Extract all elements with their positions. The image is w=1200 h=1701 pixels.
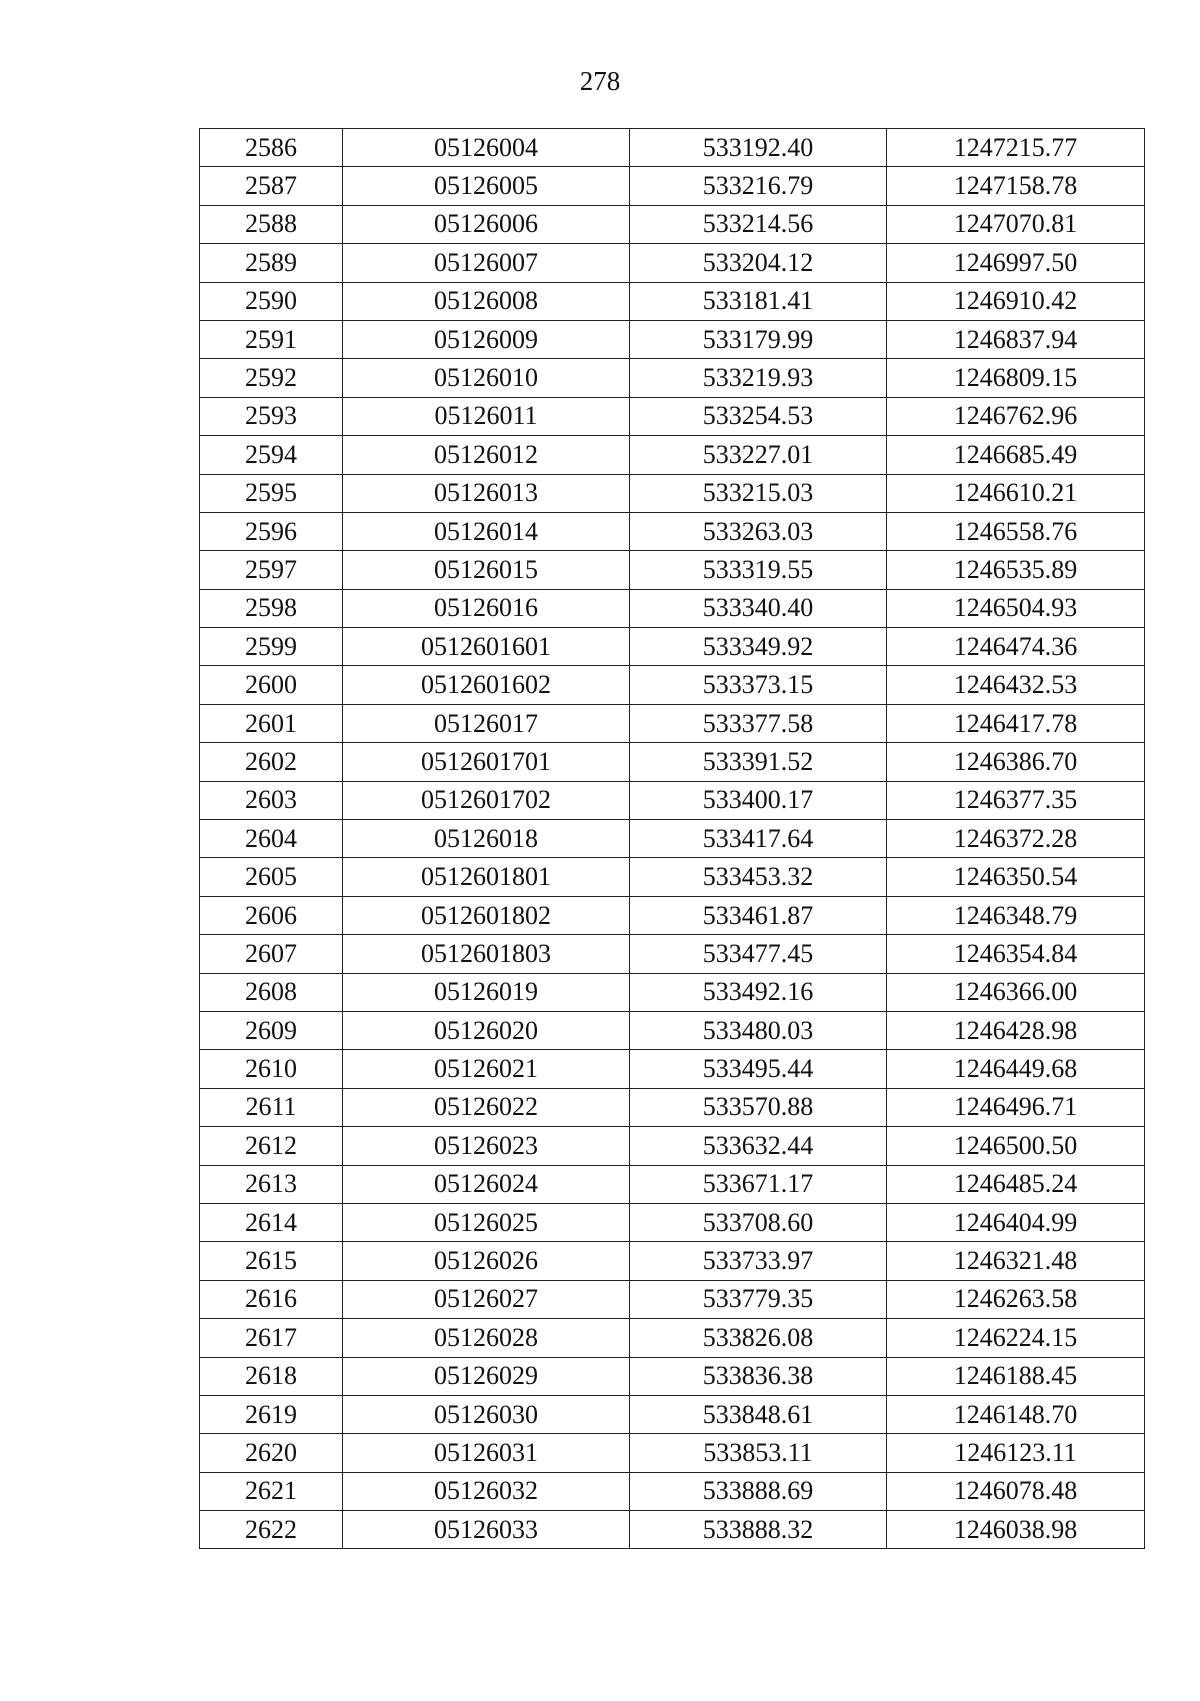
point-number-cell: 2586 [200, 129, 343, 167]
point-number-cell: 2615 [200, 1242, 343, 1280]
y-coordinate-cell: 1246997.50 [887, 244, 1145, 282]
x-coordinate-cell: 533492.16 [630, 973, 887, 1011]
point-number-cell: 2621 [200, 1472, 343, 1510]
x-coordinate-cell: 533826.08 [630, 1319, 887, 1357]
point-code-cell: 05126007 [343, 244, 630, 282]
point-number-cell: 2607 [200, 935, 343, 973]
point-number-cell: 2600 [200, 666, 343, 704]
point-code-cell: 05126027 [343, 1280, 630, 1318]
table-row [200, 1472, 1145, 1510]
point-code-cell: 0512601803 [343, 935, 630, 973]
table-row [200, 1434, 1145, 1472]
x-coordinate-cell: 533263.03 [630, 512, 887, 550]
x-coordinate-cell: 533192.40 [630, 129, 887, 167]
point-number-cell: 2602 [200, 743, 343, 781]
point-code-cell: 0512601801 [343, 858, 630, 896]
table-row [200, 589, 1145, 627]
y-coordinate-cell: 1246321.48 [887, 1242, 1145, 1280]
y-coordinate-cell: 1247070.81 [887, 205, 1145, 243]
table-row [200, 167, 1145, 205]
y-coordinate-cell: 1246417.78 [887, 704, 1145, 742]
y-coordinate-cell: 1246500.50 [887, 1127, 1145, 1165]
x-coordinate-cell: 533219.93 [630, 359, 887, 397]
y-coordinate-cell: 1246496.71 [887, 1088, 1145, 1126]
point-code-cell: 05126033 [343, 1511, 630, 1549]
table-row [200, 896, 1145, 934]
point-number-cell: 2608 [200, 973, 343, 1011]
table-row [200, 781, 1145, 819]
point-number-cell: 2616 [200, 1280, 343, 1318]
point-code-cell: 05126019 [343, 973, 630, 1011]
y-coordinate-cell: 1246263.58 [887, 1280, 1145, 1318]
y-coordinate-cell: 1246038.98 [887, 1511, 1145, 1549]
point-code-cell: 05126010 [343, 359, 630, 397]
x-coordinate-cell: 533480.03 [630, 1011, 887, 1049]
point-number-cell: 2618 [200, 1357, 343, 1395]
x-coordinate-cell: 533779.35 [630, 1280, 887, 1318]
point-code-cell: 05126005 [343, 167, 630, 205]
table-row [200, 1165, 1145, 1203]
point-number-cell: 2614 [200, 1203, 343, 1241]
point-code-cell: 05126025 [343, 1203, 630, 1241]
point-number-cell: 2613 [200, 1165, 343, 1203]
table-row [200, 704, 1145, 742]
page-number: 278 [579, 66, 621, 96]
table-row [200, 973, 1145, 1011]
point-code-cell: 0512601702 [343, 781, 630, 819]
point-number-cell: 2588 [200, 205, 343, 243]
table-row [200, 1203, 1145, 1241]
point-code-cell: 05126030 [343, 1395, 630, 1433]
point-number-cell: 2591 [200, 320, 343, 358]
table-row [200, 436, 1145, 474]
y-coordinate-cell: 1246910.42 [887, 282, 1145, 320]
y-coordinate-cell: 1246685.49 [887, 436, 1145, 474]
point-code-cell: 05126026 [343, 1242, 630, 1280]
point-number-cell: 2597 [200, 551, 343, 589]
point-code-cell: 0512601601 [343, 628, 630, 666]
point-number-cell: 2603 [200, 781, 343, 819]
x-coordinate-cell: 533453.32 [630, 858, 887, 896]
point-code-cell: 05126023 [343, 1127, 630, 1165]
y-coordinate-cell: 1246224.15 [887, 1319, 1145, 1357]
x-coordinate-cell: 533319.55 [630, 551, 887, 589]
x-coordinate-cell: 533340.40 [630, 589, 887, 627]
point-number-cell: 2605 [200, 858, 343, 896]
point-code-cell: 05126008 [343, 282, 630, 320]
point-code-cell: 0512601701 [343, 743, 630, 781]
point-code-cell: 05126011 [343, 397, 630, 435]
point-code-cell: 05126020 [343, 1011, 630, 1049]
point-number-cell: 2610 [200, 1050, 343, 1088]
x-coordinate-cell: 533632.44 [630, 1127, 887, 1165]
point-number-cell: 2622 [200, 1511, 343, 1549]
x-coordinate-cell: 533708.60 [630, 1203, 887, 1241]
table-row [200, 1511, 1145, 1549]
x-coordinate-cell: 533373.15 [630, 666, 887, 704]
table-row [200, 935, 1145, 973]
x-coordinate-cell: 533391.52 [630, 743, 887, 781]
coordinate-table [199, 128, 1145, 1549]
point-number-cell: 2598 [200, 589, 343, 627]
point-number-cell: 2619 [200, 1395, 343, 1433]
x-coordinate-cell: 533216.79 [630, 167, 887, 205]
table-row [200, 129, 1145, 167]
point-number-cell: 2595 [200, 474, 343, 512]
y-coordinate-cell: 1246148.70 [887, 1395, 1145, 1433]
table-row [200, 205, 1145, 243]
point-number-cell: 2620 [200, 1434, 343, 1472]
table-row [200, 1050, 1145, 1088]
y-coordinate-cell: 1246432.53 [887, 666, 1145, 704]
table-row [200, 282, 1145, 320]
table-row [200, 1395, 1145, 1433]
x-coordinate-cell: 533888.69 [630, 1472, 887, 1510]
x-coordinate-cell: 533400.17 [630, 781, 887, 819]
point-number-cell: 2590 [200, 282, 343, 320]
point-number-cell: 2601 [200, 704, 343, 742]
point-code-cell: 05126028 [343, 1319, 630, 1357]
point-code-cell: 05126032 [343, 1472, 630, 1510]
table-body [200, 129, 1145, 1549]
x-coordinate-cell: 533733.97 [630, 1242, 887, 1280]
x-coordinate-cell: 533377.58 [630, 704, 887, 742]
point-code-cell: 05126012 [343, 436, 630, 474]
x-coordinate-cell: 533254.53 [630, 397, 887, 435]
x-coordinate-cell: 533181.41 [630, 282, 887, 320]
point-code-cell: 05126015 [343, 551, 630, 589]
y-coordinate-cell: 1246354.84 [887, 935, 1145, 973]
table-row [200, 1088, 1145, 1126]
y-coordinate-cell: 1246377.35 [887, 781, 1145, 819]
point-code-cell: 05126018 [343, 820, 630, 858]
x-coordinate-cell: 533349.92 [630, 628, 887, 666]
x-coordinate-cell: 533671.17 [630, 1165, 887, 1203]
x-coordinate-cell: 533570.88 [630, 1088, 887, 1126]
table-row [200, 628, 1145, 666]
table-row [200, 244, 1145, 282]
table-row [200, 512, 1145, 550]
x-coordinate-cell: 533848.61 [630, 1395, 887, 1433]
point-code-cell: 05126004 [343, 129, 630, 167]
y-coordinate-cell: 1246485.24 [887, 1165, 1145, 1203]
x-coordinate-cell: 533853.11 [630, 1434, 887, 1472]
y-coordinate-cell: 1246449.68 [887, 1050, 1145, 1088]
x-coordinate-cell: 533888.32 [630, 1511, 887, 1549]
point-number-cell: 2589 [200, 244, 343, 282]
table-row [200, 820, 1145, 858]
y-coordinate-cell: 1246348.79 [887, 896, 1145, 934]
x-coordinate-cell: 533495.44 [630, 1050, 887, 1088]
point-code-cell: 05126014 [343, 512, 630, 550]
x-coordinate-cell: 533477.45 [630, 935, 887, 973]
point-code-cell: 05126022 [343, 1088, 630, 1126]
point-code-cell: 0512601802 [343, 896, 630, 934]
table-row [200, 1011, 1145, 1049]
point-code-cell: 05126009 [343, 320, 630, 358]
table-row [200, 1280, 1145, 1318]
point-code-cell: 05126024 [343, 1165, 630, 1203]
point-number-cell: 2604 [200, 820, 343, 858]
table-row [200, 1127, 1145, 1165]
y-coordinate-cell: 1247158.78 [887, 167, 1145, 205]
point-code-cell: 05126016 [343, 589, 630, 627]
y-coordinate-cell: 1246078.48 [887, 1472, 1145, 1510]
x-coordinate-cell: 533204.12 [630, 244, 887, 282]
table-row [200, 320, 1145, 358]
point-number-cell: 2596 [200, 512, 343, 550]
point-number-cell: 2594 [200, 436, 343, 474]
table-row [200, 743, 1145, 781]
point-number-cell: 2617 [200, 1319, 343, 1357]
table-row [200, 397, 1145, 435]
point-code-cell: 05126017 [343, 704, 630, 742]
x-coordinate-cell: 533461.87 [630, 896, 887, 934]
table-row [200, 1357, 1145, 1395]
table-row [200, 359, 1145, 397]
point-code-cell: 05126021 [343, 1050, 630, 1088]
y-coordinate-cell: 1246610.21 [887, 474, 1145, 512]
y-coordinate-cell: 1246762.96 [887, 397, 1145, 435]
y-coordinate-cell: 1246366.00 [887, 973, 1145, 1011]
point-number-cell: 2612 [200, 1127, 343, 1165]
x-coordinate-cell: 533417.64 [630, 820, 887, 858]
y-coordinate-cell: 1247215.77 [887, 129, 1145, 167]
point-number-cell: 2606 [200, 896, 343, 934]
y-coordinate-cell: 1246428.98 [887, 1011, 1145, 1049]
y-coordinate-cell: 1246404.99 [887, 1203, 1145, 1241]
y-coordinate-cell: 1246474.36 [887, 628, 1145, 666]
point-number-cell: 2593 [200, 397, 343, 435]
table-row [200, 666, 1145, 704]
x-coordinate-cell: 533227.01 [630, 436, 887, 474]
point-code-cell: 0512601602 [343, 666, 630, 704]
y-coordinate-cell: 1246558.76 [887, 512, 1145, 550]
y-coordinate-cell: 1246386.70 [887, 743, 1145, 781]
point-code-cell: 05126029 [343, 1357, 630, 1395]
point-number-cell: 2587 [200, 167, 343, 205]
x-coordinate-cell: 533836.38 [630, 1357, 887, 1395]
y-coordinate-cell: 1246350.54 [887, 858, 1145, 896]
point-number-cell: 2592 [200, 359, 343, 397]
x-coordinate-cell: 533179.99 [630, 320, 887, 358]
point-number-cell: 2611 [200, 1088, 343, 1126]
y-coordinate-cell: 1246535.89 [887, 551, 1145, 589]
point-code-cell: 05126031 [343, 1434, 630, 1472]
point-number-cell: 2609 [200, 1011, 343, 1049]
y-coordinate-cell: 1246372.28 [887, 820, 1145, 858]
y-coordinate-cell: 1246123.11 [887, 1434, 1145, 1472]
y-coordinate-cell: 1246809.15 [887, 359, 1145, 397]
x-coordinate-cell: 533214.56 [630, 205, 887, 243]
table-row [200, 551, 1145, 589]
table-row [200, 858, 1145, 896]
point-code-cell: 05126006 [343, 205, 630, 243]
point-number-cell: 2599 [200, 628, 343, 666]
table-row [200, 1319, 1145, 1357]
point-code-cell: 05126013 [343, 474, 630, 512]
x-coordinate-cell: 533215.03 [630, 474, 887, 512]
table-row [200, 1242, 1145, 1280]
y-coordinate-cell: 1246504.93 [887, 589, 1145, 627]
y-coordinate-cell: 1246837.94 [887, 320, 1145, 358]
table-row [200, 474, 1145, 512]
y-coordinate-cell: 1246188.45 [887, 1357, 1145, 1395]
